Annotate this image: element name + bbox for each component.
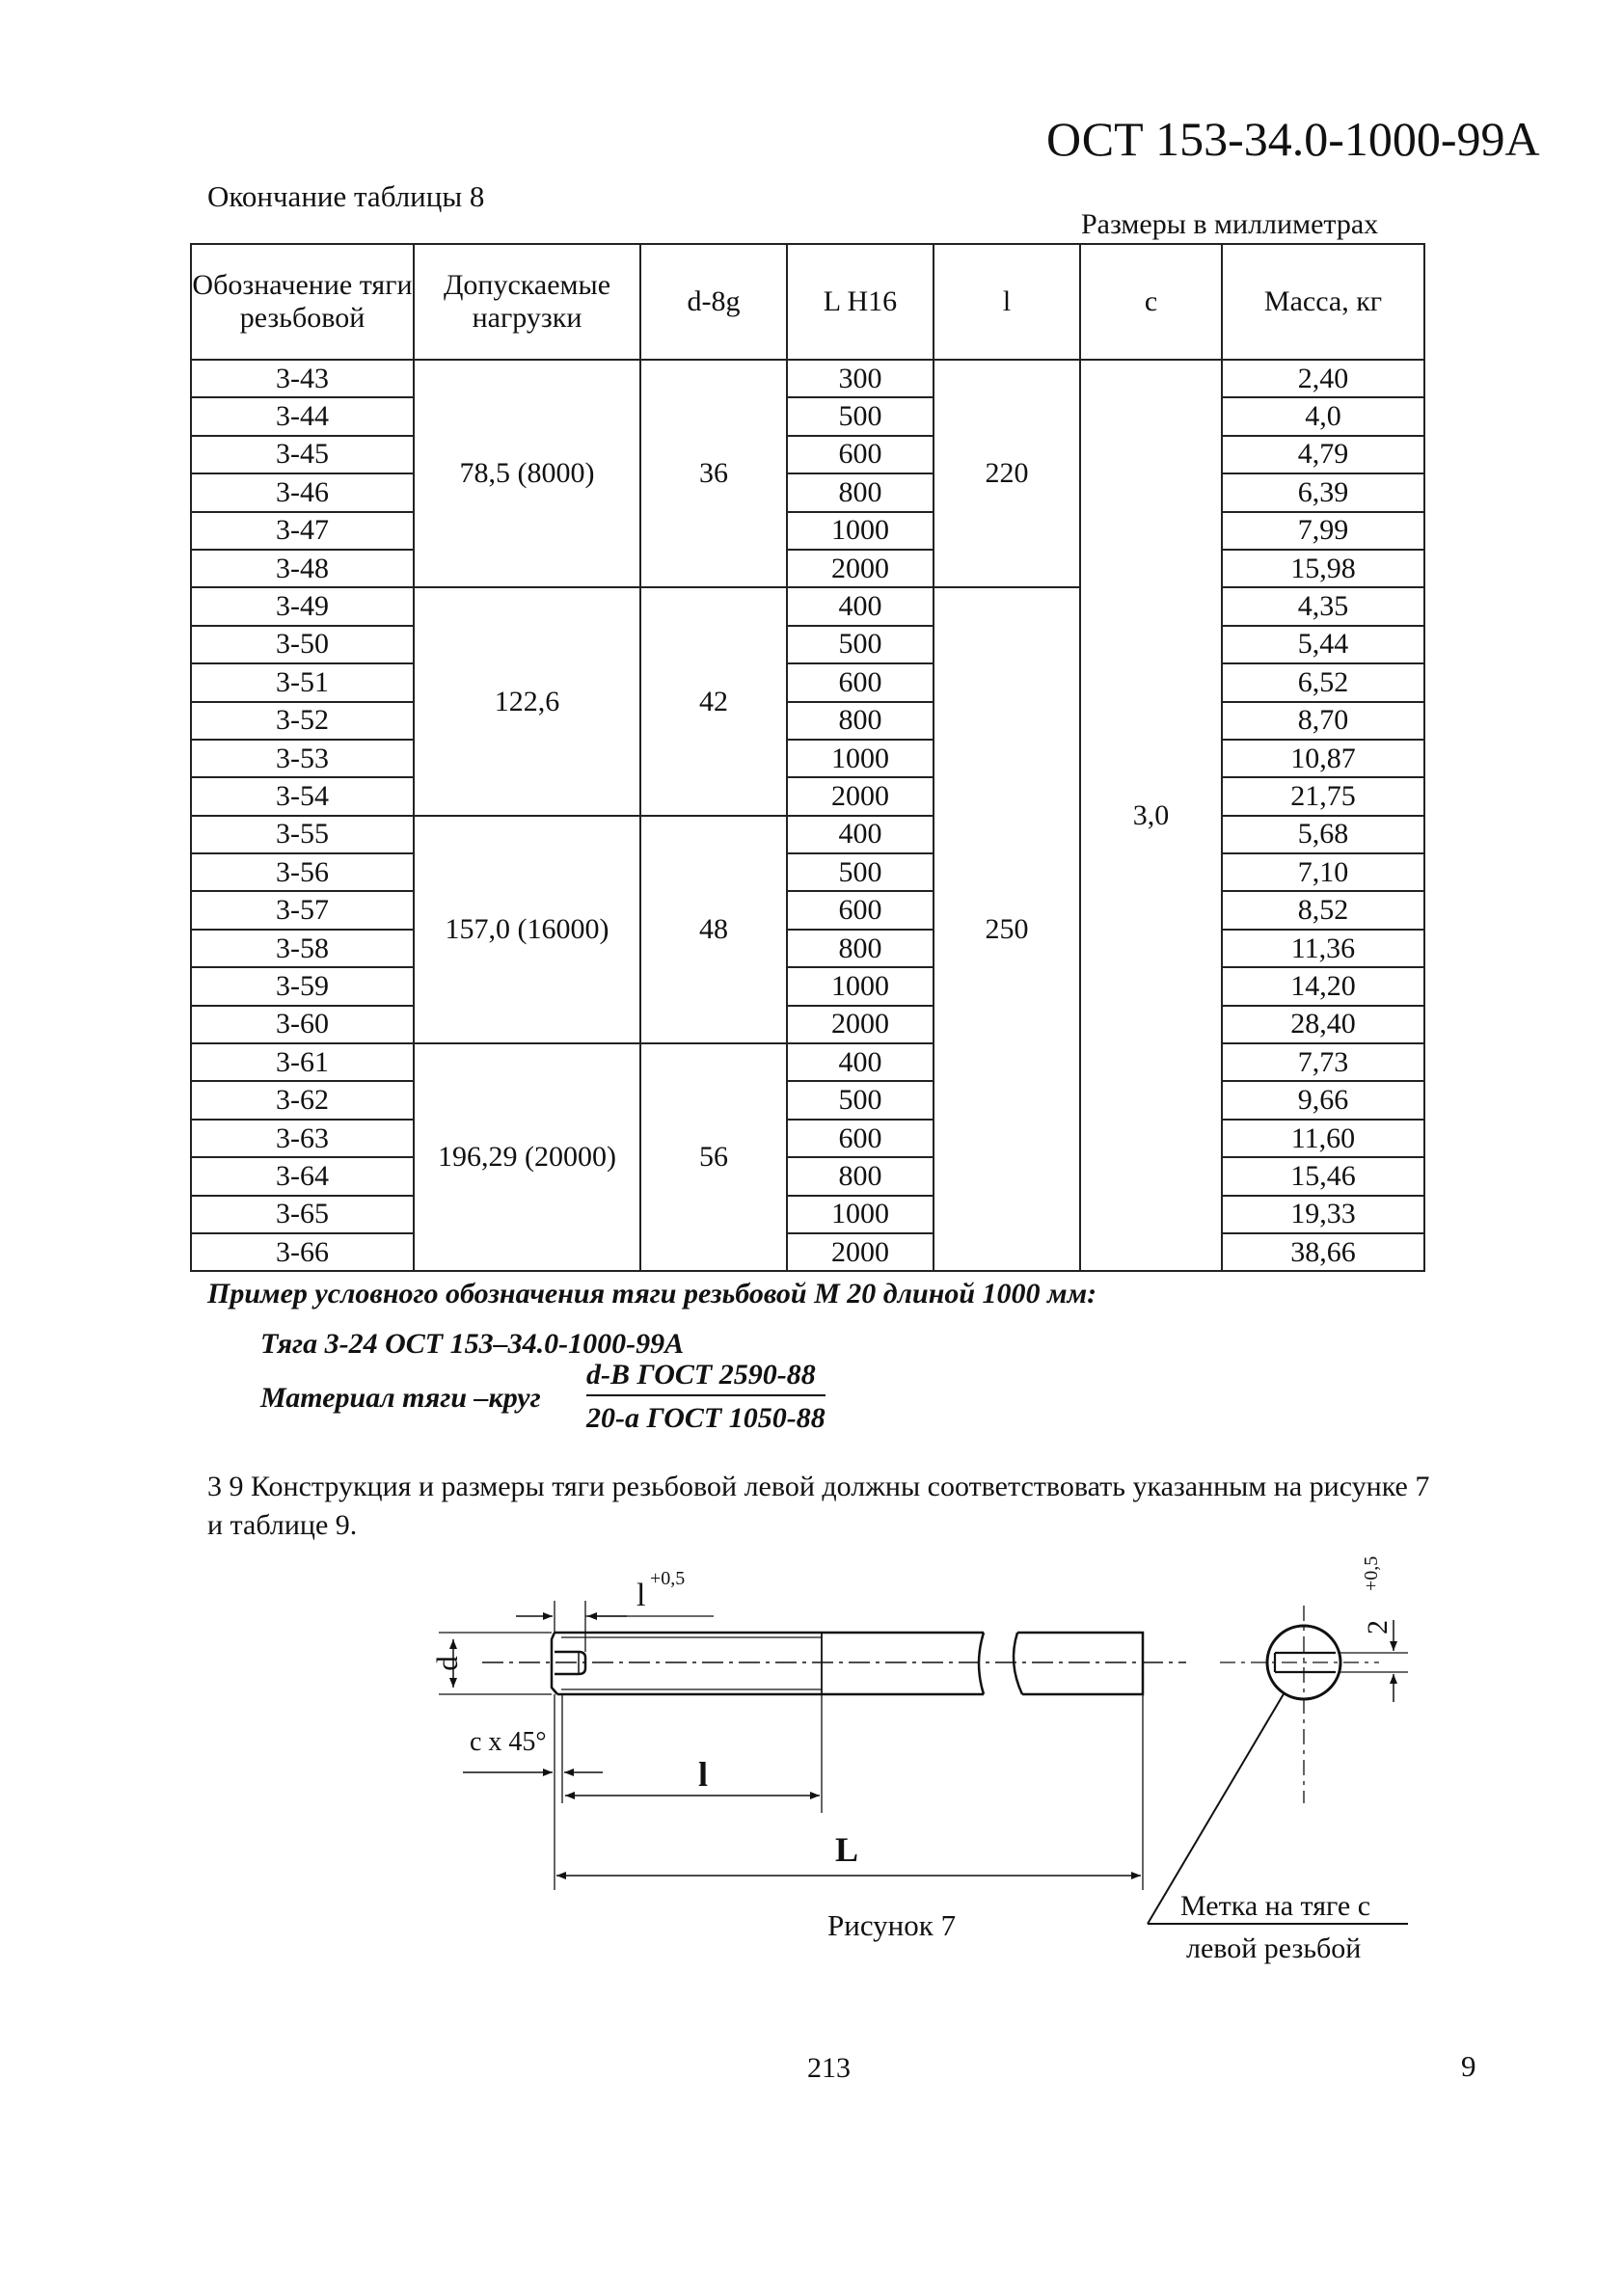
col-header-designation: Обозначение тяги резьбовой (191, 244, 414, 360)
cell-mass: 7,99 (1222, 512, 1424, 550)
cell-L: 300 (787, 360, 934, 397)
mark-note-line1: Метка на тяге с (1180, 1890, 1371, 1922)
cell-mass: 8,52 (1222, 891, 1424, 929)
cell-d: 42 (640, 587, 787, 815)
cell-mass: 8,70 (1222, 702, 1424, 740)
cell-L: 400 (787, 816, 934, 853)
cell-mass: 7,73 (1222, 1043, 1424, 1081)
cell-l: 220 (934, 360, 1080, 587)
cell-designation: 3-44 (191, 397, 414, 435)
dim-d-label: d (430, 1656, 464, 1671)
cell-mass: 21,75 (1222, 777, 1424, 815)
figure-caption: Рисунок 7 (827, 1908, 957, 1942)
cell-designation: 3-66 (191, 1233, 414, 1271)
cell-designation: 3-55 (191, 816, 414, 853)
cell-load: 78,5 (8000) (414, 360, 640, 587)
cell-designation: 3-65 (191, 1196, 414, 1233)
mark-note-line2: левой резьбой (1186, 1932, 1362, 1964)
rod-outline (555, 1633, 984, 1694)
dim-L-label: L (835, 1830, 859, 1869)
col-header-mass: Масса, кг (1222, 244, 1424, 360)
cell-mass: 4,0 (1222, 397, 1424, 435)
sheet-number: 9 (1461, 2049, 1476, 2083)
cell-designation: 3-51 (191, 663, 414, 701)
dim-slot-depth-tolerance: +0,5 (650, 1568, 686, 1589)
cell-L: 800 (787, 473, 934, 511)
cell-designation: 3-50 (191, 626, 414, 663)
material-label: Материал тяги –круг (260, 1382, 541, 1414)
cell-designation: 3-43 (191, 360, 414, 397)
cell-mass: 28,40 (1222, 1006, 1424, 1043)
cell-L: 600 (787, 436, 934, 473)
cell-mass: 11,36 (1222, 930, 1424, 967)
col-header-L: L H16 (787, 244, 934, 360)
cell-L: 800 (787, 702, 934, 740)
cell-L: 500 (787, 1081, 934, 1119)
dim-slot-width-tolerance: +0,5 (1361, 1555, 1382, 1591)
cell-L: 600 (787, 1120, 934, 1157)
dim-slot-depth-label: l (636, 1578, 646, 1613)
cell-designation: 3-63 (191, 1120, 414, 1157)
cell-d: 36 (640, 360, 787, 587)
cell-load: 122,6 (414, 587, 640, 815)
cell-d: 48 (640, 816, 787, 1043)
cell-L: 800 (787, 930, 934, 967)
material-denominator: 20-а ГОСТ 1050-88 (586, 1402, 826, 1434)
page-number: 213 (807, 2052, 851, 2084)
cell-designation: 3-49 (191, 587, 414, 625)
cell-mass: 10,87 (1222, 740, 1424, 777)
col-header-load: Допускаемые нагрузки (414, 244, 640, 360)
cell-L: 500 (787, 853, 934, 891)
cell-mass: 15,98 (1222, 550, 1424, 587)
cell-load: 196,29 (20000) (414, 1043, 640, 1271)
cell-designation: 3-58 (191, 930, 414, 967)
cell-designation: 3-47 (191, 512, 414, 550)
cell-mass: 4,35 (1222, 587, 1424, 625)
dim-slot-width-label: 2 (1362, 1620, 1394, 1634)
table-continuation-title: Окончание таблицы 8 (207, 179, 485, 213)
clause-3-9: 3 9 Конструкция и размеры тяги резьбовой левой должны соответствовать указанным на рисунке 7 и таблице 9. (207, 1471, 1430, 1541)
cell-mass: 5,68 (1222, 816, 1424, 853)
cell-d: 56 (640, 1043, 787, 1271)
col-header-l: l (934, 244, 1080, 360)
cell-L: 1000 (787, 740, 934, 777)
rod-end (552, 1633, 557, 1694)
cell-mass: 15,46 (1222, 1157, 1424, 1195)
cell-mass: 4,79 (1222, 436, 1424, 473)
cell-designation: 3-61 (191, 1043, 414, 1081)
cell-mass: 7,10 (1222, 853, 1424, 891)
cell-L: 2000 (787, 1233, 934, 1271)
cell-l: 250 (934, 587, 1080, 1271)
cell-L: 1000 (787, 1196, 934, 1233)
cell-L: 600 (787, 663, 934, 701)
cell-designation: 3-62 (191, 1081, 414, 1119)
dim-chamfer-label: c x 45° (470, 1727, 547, 1757)
cell-designation: 3-57 (191, 891, 414, 929)
material-numerator: d-B ГОСТ 2590-88 (586, 1359, 826, 1396)
cell-designation: 3-56 (191, 853, 414, 891)
cell-mass: 11,60 (1222, 1120, 1424, 1157)
cell-mass: 6,39 (1222, 473, 1424, 511)
col-header-c: c (1080, 244, 1222, 360)
cell-mass: 9,66 (1222, 1081, 1424, 1119)
cell-designation: 3-52 (191, 702, 414, 740)
cell-L: 500 (787, 626, 934, 663)
cell-mass: 38,66 (1222, 1233, 1424, 1271)
example-designation: Тяга 3-24 ОСТ 153–34.0-1000-99А (260, 1328, 685, 1360)
mark-leader (1148, 1692, 1285, 1924)
cell-designation: 3-46 (191, 473, 414, 511)
cell-mass: 14,20 (1222, 967, 1424, 1005)
cell-L: 2000 (787, 777, 934, 815)
document-code: ОСТ 153-34.0-1000-99А (1046, 112, 1540, 166)
cell-designation: 3-53 (191, 740, 414, 777)
cell-mass: 6,52 (1222, 663, 1424, 701)
cell-L: 800 (787, 1157, 934, 1195)
cell-designation: 3-60 (191, 1006, 414, 1043)
dim-l-label: l (698, 1755, 709, 1794)
cell-L: 1000 (787, 512, 934, 550)
col-header-d: d-8g (640, 244, 787, 360)
cell-L: 400 (787, 1043, 934, 1081)
units-note: Размеры в миллиметрах (1081, 208, 1379, 240)
cell-designation: 3-54 (191, 777, 414, 815)
cell-designation: 3-59 (191, 967, 414, 1005)
cell-c: 3,0 (1080, 360, 1222, 1271)
cell-L: 2000 (787, 1006, 934, 1043)
cell-L: 1000 (787, 967, 934, 1005)
cell-mass: 5,44 (1222, 626, 1424, 663)
cell-mass: 19,33 (1222, 1196, 1424, 1233)
cell-designation: 3-48 (191, 550, 414, 587)
cell-designation: 3-64 (191, 1157, 414, 1195)
cell-L: 400 (787, 587, 934, 625)
cell-load: 157,0 (16000) (414, 816, 640, 1043)
rod-outline-right (1017, 1633, 1143, 1694)
cell-L: 600 (787, 891, 934, 929)
rod-break-left (979, 1633, 984, 1694)
cell-mass: 2,40 (1222, 360, 1424, 397)
cell-designation: 3-45 (191, 436, 414, 473)
cell-L: 500 (787, 397, 934, 435)
example-title: Пример условного обозначения тяги резьбовой М 20 длиной 1000 мм: (207, 1278, 1097, 1310)
cell-L: 2000 (787, 550, 934, 587)
rod-break-right (1014, 1633, 1022, 1694)
